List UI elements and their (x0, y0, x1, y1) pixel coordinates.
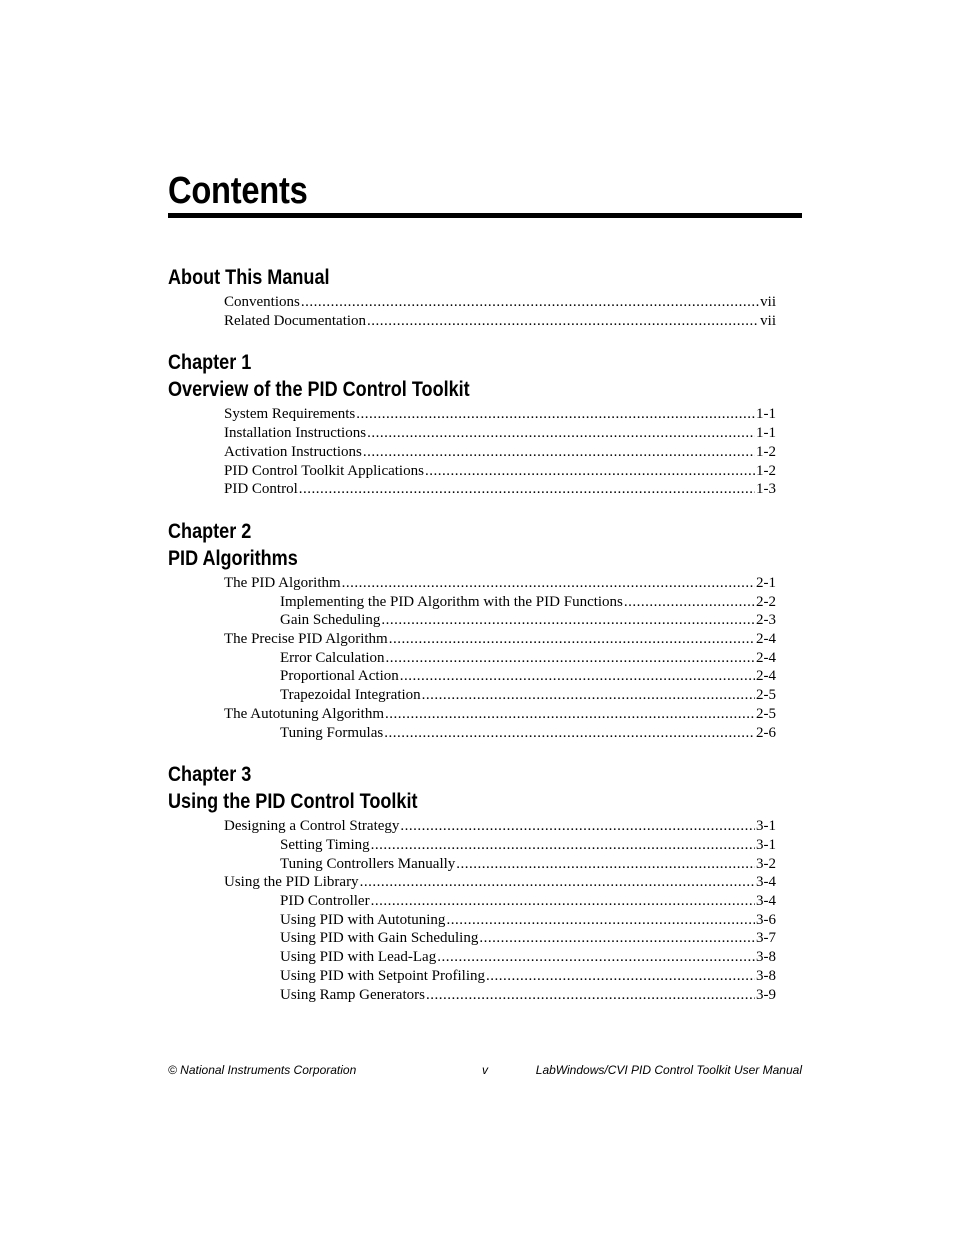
toc-section (168, 264, 802, 330)
toc-entry-title: Related Documentation (224, 312, 367, 329)
section-heading: Overview of the PID Control Toolkit (168, 378, 470, 402)
dot-leader (456, 855, 755, 874)
toc-entry-title: Tuning Formulas (280, 724, 384, 741)
toc-entry-title: Installation Instructions (224, 425, 367, 442)
toc-entry[interactable] (280, 986, 776, 1005)
toc-entry-title: Using PID with Setpoint Profiling (280, 967, 486, 984)
dot-leader (422, 686, 755, 705)
toc-entry-page: 2-4 (756, 649, 776, 666)
dot-leader (486, 967, 755, 986)
toc-entry-page: 1-3 (756, 481, 776, 498)
chapter-number: Chapter 2 (168, 519, 252, 543)
dot-leader (360, 873, 755, 892)
toc-entry-page: 3-1 (756, 818, 776, 835)
toc-entry[interactable] (280, 948, 776, 967)
toc-entry[interactable] (224, 630, 776, 649)
toc-entry[interactable] (224, 312, 776, 331)
toc-entry-title: Tuning Controllers Manually (280, 855, 456, 872)
toc-section (168, 518, 802, 742)
toc-section (168, 761, 802, 1004)
section-heading: Using the PID Control Toolkit (168, 790, 418, 814)
dot-leader (624, 593, 755, 612)
chapter-number: Chapter 3 (168, 763, 252, 787)
table-of-contents (168, 264, 802, 1023)
toc-section (168, 349, 802, 499)
dot-leader (400, 817, 755, 836)
toc-entry-page: 3-6 (756, 911, 776, 928)
toc-entry-page: 3-1 (756, 836, 776, 853)
toc-entry-title: Using PID with Autotuning (280, 911, 446, 928)
dot-leader (446, 911, 755, 930)
toc-entry-page: 3-4 (756, 874, 776, 891)
toc-entry-page: 3-4 (756, 893, 776, 910)
toc-entry-title: Using PID with Gain Scheduling (280, 930, 479, 947)
toc-entry[interactable] (280, 649, 776, 668)
toc-entry-title: Gain Scheduling (280, 612, 381, 629)
toc-entry[interactable] (224, 424, 776, 443)
dot-leader (356, 405, 755, 424)
dot-leader (367, 424, 755, 443)
toc-entry[interactable] (224, 873, 776, 892)
dot-leader (363, 443, 755, 462)
toc-entry-title: The Autotuning Algorithm (224, 705, 384, 722)
toc-entry-title: The PID Algorithm (224, 574, 341, 591)
toc-entry-title: Designing a Control Strategy (224, 818, 400, 835)
toc-entry[interactable] (280, 855, 776, 874)
toc-entry[interactable] (280, 593, 776, 612)
dot-leader (384, 724, 755, 743)
dot-leader (386, 649, 755, 668)
toc-entry-title: Conventions (224, 294, 300, 310)
page-title: Contents (168, 170, 308, 212)
toc-entry[interactable] (280, 911, 776, 930)
toc-entry-list (168, 405, 802, 499)
toc-entry-title: PID Control (224, 481, 298, 498)
toc-entry-title: System Requirements (224, 406, 356, 423)
toc-entry[interactable] (224, 405, 776, 424)
toc-entry-page: 3-8 (756, 949, 776, 966)
toc-entry[interactable] (280, 929, 776, 948)
footer-copyright: © National Instruments Corporation (168, 1063, 357, 1077)
dot-leader (301, 293, 759, 312)
toc-entry-list (168, 574, 802, 742)
toc-entry[interactable] (224, 293, 776, 312)
toc-entry-title: Using the PID Library (224, 874, 359, 891)
dot-leader (389, 630, 755, 649)
toc-entry-title: PID Control Toolkit Applications (224, 462, 424, 479)
toc-entry-page: 2-4 (756, 668, 776, 685)
toc-entry[interactable] (280, 667, 776, 686)
toc-entry-page: 1-1 (756, 425, 776, 442)
toc-entry[interactable] (280, 967, 776, 986)
toc-entry-page: 3-9 (756, 986, 776, 1003)
toc-entry-title: Implementing the PID Algorithm with the PID Functions (280, 593, 623, 610)
toc-entry[interactable] (280, 836, 776, 855)
toc-entry-list (168, 817, 802, 1004)
toc-entry-page: 3-2 (756, 855, 776, 872)
dot-leader (342, 574, 755, 593)
toc-entry-page: 2-3 (756, 612, 776, 629)
toc-entry-page: vii (760, 312, 776, 329)
toc-entry-page: 1-2 (756, 443, 776, 460)
toc-entry-title: Error Calculation (280, 649, 385, 666)
toc-entry-page: 2-6 (756, 724, 776, 741)
toc-entry-title: Trapezoidal Integration (280, 687, 421, 704)
dot-leader (381, 611, 755, 630)
toc-entry[interactable] (280, 611, 776, 630)
section-heading: PID Algorithms (168, 546, 298, 570)
dot-leader (385, 705, 755, 724)
dot-leader (437, 948, 755, 967)
chapter-number: Chapter 1 (168, 351, 252, 375)
toc-entry[interactable] (224, 705, 776, 724)
toc-entry-page: 3-7 (756, 930, 776, 947)
toc-entry-list (168, 293, 802, 330)
toc-entry-page: 2-2 (756, 593, 776, 610)
toc-entry[interactable] (224, 480, 776, 499)
toc-entry-page: 1-1 (756, 406, 776, 423)
dot-leader (425, 462, 755, 481)
dot-leader (400, 667, 755, 686)
toc-entry-page: vii (760, 294, 776, 310)
toc-entry[interactable] (224, 574, 776, 593)
toc-entry[interactable] (280, 724, 776, 743)
toc-entry-title: Activation Instructions (224, 443, 362, 460)
footer-page-number: v (482, 1063, 488, 1077)
toc-entry-page: 3-8 (756, 967, 776, 984)
toc-entry[interactable] (280, 686, 776, 705)
toc-entry-page: 2-4 (756, 631, 776, 648)
toc-entry-title: The Precise PID Algorithm (224, 631, 388, 648)
toc-entry-page: 2-5 (756, 705, 776, 722)
dot-leader (367, 312, 759, 331)
toc-entry[interactable] (224, 443, 776, 462)
toc-entry[interactable] (224, 817, 776, 836)
dot-leader (479, 929, 755, 948)
toc-entry[interactable] (280, 892, 776, 911)
toc-entry-page: 1-2 (756, 462, 776, 479)
dot-leader (371, 892, 755, 911)
toc-entry-page: 2-5 (756, 687, 776, 704)
toc-entry-title: PID Controller (280, 893, 370, 910)
toc-entry-title: Proportional Action (280, 668, 399, 685)
toc-entry[interactable] (224, 462, 776, 481)
toc-entry-page: 2-1 (756, 574, 776, 591)
title-rule (168, 213, 802, 218)
dot-leader (426, 986, 755, 1005)
footer-manual-title: LabWindows/CVI PID Control Toolkit User Manual (535, 1063, 802, 1077)
section-heading: About This Manual (168, 266, 330, 289)
toc-entry-title: Using Ramp Generators (280, 986, 425, 1003)
dot-leader (371, 836, 755, 855)
toc-entry-title: Using PID with Lead-Lag (280, 949, 437, 966)
toc-entry-title: Setting Timing (280, 836, 370, 853)
dot-leader (299, 480, 755, 499)
